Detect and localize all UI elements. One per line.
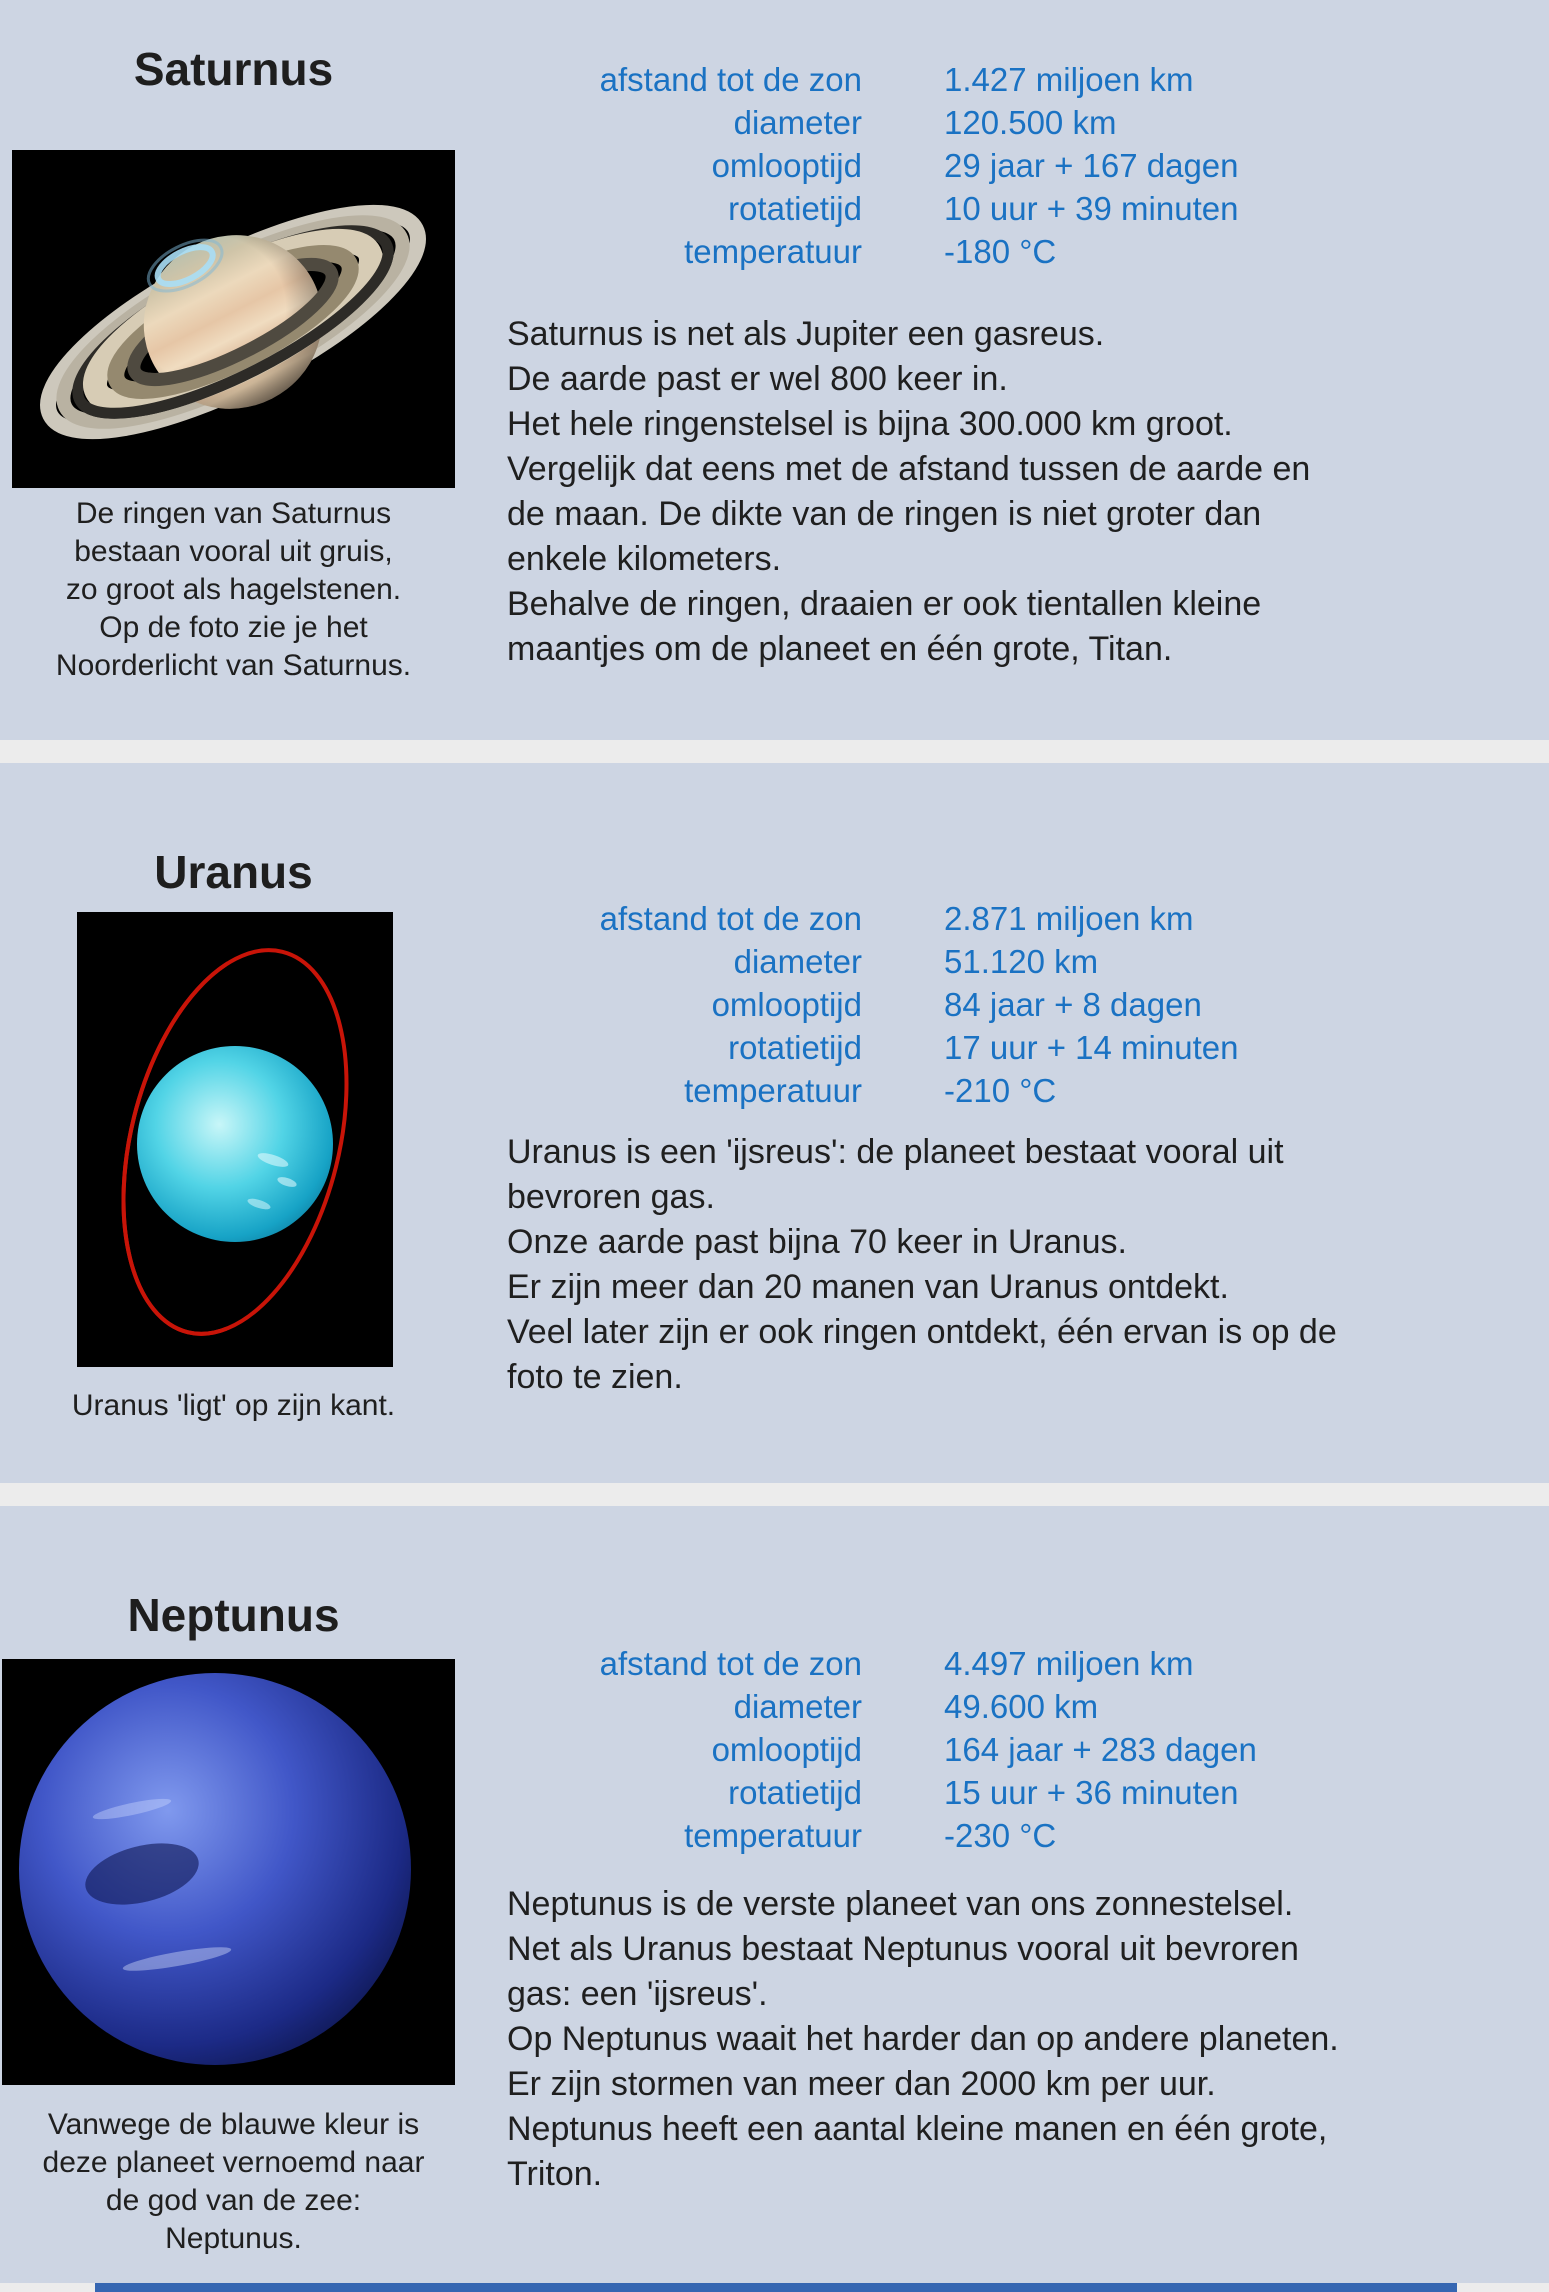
- section-separator: [0, 1483, 1549, 1506]
- stat-value: 51.120 km: [944, 943, 1099, 980]
- stat-value: 1.427 miljoen km: [944, 61, 1194, 98]
- description-line: Saturnus is net als Jupiter een gasreus.: [507, 315, 1105, 353]
- stat-label: omlooptijd: [711, 1731, 862, 1768]
- caption-line: Neptunus.: [165, 2222, 302, 2255]
- description-line: Vergelijk dat eens met de afstand tussen de aarde en: [507, 450, 1311, 488]
- description-line: Uranus is een 'ijsreus': de planeet bestaat vooral uit: [507, 1133, 1284, 1171]
- description-line: Er zijn stormen van meer dan 2000 km per uur.: [507, 2065, 1216, 2103]
- stat-label: diameter: [733, 104, 862, 141]
- page-title-saturnus: Saturnus: [133, 43, 334, 95]
- page-title-neptunus: Neptunus: [127, 1589, 340, 1641]
- stat-label: rotatietijd: [728, 1029, 862, 1066]
- caption-line: zo groot als hagelstenen.: [65, 573, 402, 606]
- saturn-photo-caption: [12, 495, 455, 685]
- description-line: Veel later zijn er ook ringen ontdekt, één ervan is op de: [507, 1313, 1337, 1351]
- caption-line: De ringen van Saturnus: [75, 497, 392, 530]
- neptune-description: [507, 1882, 1547, 2197]
- description-line: Triton.: [507, 2155, 603, 2193]
- saturn-photo: [12, 150, 455, 488]
- description-line: De aarde past er wel 800 keer in.: [507, 360, 1008, 398]
- description-line: Onze aarde past bijna 70 keer in Uranus.: [507, 1223, 1127, 1261]
- saturn-stats-table: [460, 58, 1520, 273]
- neptune-sphere: [19, 1673, 411, 2065]
- page-title-uranus: Uranus: [154, 846, 313, 898]
- description-line: Er zijn meer dan 20 manen van Uranus ontdekt.: [507, 1268, 1229, 1306]
- neptune-stats-table: [460, 1642, 1520, 1857]
- saturn-description: [507, 312, 1547, 672]
- description-line: Behalve de ringen, draaien er ook tientallen kleine: [507, 585, 1262, 623]
- stat-value: 164 jaar + 283 dagen: [944, 1731, 1257, 1768]
- stat-value: 120.500 km: [944, 104, 1117, 141]
- description-line: Op Neptunus waait het harder dan op andere planeten.: [507, 2020, 1339, 2058]
- neptune-photo-caption: [12, 2106, 455, 2258]
- caption-line: Noorderlicht van Saturnus.: [55, 649, 412, 682]
- section-separator: [0, 740, 1549, 763]
- stat-value: 15 uur + 36 minuten: [944, 1774, 1239, 1811]
- stat-value: 49.600 km: [944, 1688, 1099, 1725]
- stat-value: -230 °C: [944, 1817, 1057, 1854]
- stat-label: omlooptijd: [711, 986, 862, 1023]
- stat-label: omlooptijd: [711, 147, 862, 184]
- stat-value: 2.871 miljoen km: [944, 900, 1194, 937]
- description-line: bevroren gas.: [507, 1178, 715, 1216]
- uranus-stats-table: [460, 897, 1520, 1112]
- stat-label: afstand tot de zon: [599, 1645, 862, 1682]
- description-line: Neptunus heeft een aantal kleine manen en één grote,: [507, 2110, 1328, 2148]
- caption-line: Vanwege de blauwe kleur is: [47, 2108, 420, 2141]
- stat-value: 84 jaar + 8 dagen: [944, 986, 1202, 1023]
- caption-line: deze planeet vernoemd naar: [42, 2146, 425, 2179]
- stat-label: diameter: [733, 1688, 862, 1725]
- uranus-description: [507, 1130, 1547, 1400]
- description-line: Net als Uranus bestaat Neptunus vooral uit bevroren: [507, 1930, 1299, 1968]
- description-line: enkele kilometers.: [507, 540, 782, 578]
- uranus-photo: [77, 912, 393, 1367]
- uranus-sphere: [137, 1046, 333, 1242]
- stat-value: -180 °C: [944, 233, 1057, 270]
- stat-label: temperatuur: [684, 1072, 862, 1109]
- bottom-blue-bar: [95, 2283, 1457, 2292]
- stat-label: afstand tot de zon: [599, 61, 862, 98]
- description-line: Neptunus is de verste planeet van ons zonnestelsel.: [507, 1885, 1294, 1923]
- description-line: foto te zien.: [507, 1358, 683, 1396]
- stat-label: rotatietijd: [728, 1774, 862, 1811]
- stat-label: temperatuur: [684, 1817, 862, 1854]
- caption-line: Op de foto zie je het: [99, 611, 368, 644]
- caption-line: Uranus 'ligt' op zijn kant.: [71, 1389, 396, 1422]
- stat-value: -210 °C: [944, 1072, 1057, 1109]
- stat-value: 17 uur + 14 minuten: [944, 1029, 1239, 1066]
- description-line: maantjes om de planeet en één grote, Titan.: [507, 630, 1173, 668]
- stat-label: rotatietijd: [728, 190, 862, 227]
- stat-label: afstand tot de zon: [599, 900, 862, 937]
- stat-label: temperatuur: [684, 233, 862, 270]
- caption-line: de god van de zee:: [105, 2184, 362, 2217]
- caption-line: bestaan vooral uit gruis,: [74, 535, 393, 568]
- stat-value: 10 uur + 39 minuten: [944, 190, 1239, 227]
- uranus-photo-caption: [12, 1387, 455, 1425]
- stat-value: 29 jaar + 167 dagen: [944, 147, 1239, 184]
- neptune-photo: [2, 1659, 455, 2085]
- stat-label: diameter: [733, 943, 862, 980]
- description-line: de maan. De dikte van de ringen is niet groter dan: [507, 495, 1262, 533]
- stat-value: 4.497 miljoen km: [944, 1645, 1194, 1682]
- description-line: gas: een 'ijsreus'.: [507, 1975, 768, 2013]
- description-line: Het hele ringenstelsel is bijna 300.000 km groot.: [507, 405, 1233, 443]
